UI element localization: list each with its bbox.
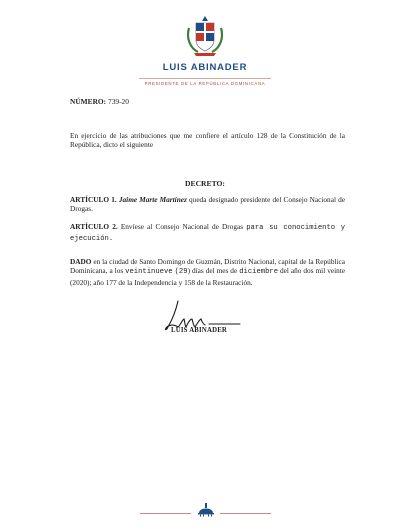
article-2-text: Envíese al Consejo Nacional de Drogas — [120, 222, 244, 231]
header-divider — [139, 78, 271, 79]
coat-of-arms-icon — [186, 14, 224, 58]
header-name: LUIS ABINADER — [162, 62, 248, 73]
dado-label: DADO — [70, 257, 92, 266]
palace-dome-icon — [195, 501, 217, 517]
article-1 — [70, 195, 345, 214]
decree-title: DECRETO: — [185, 179, 225, 188]
decree-number-label: NÚMERO: — [70, 97, 107, 106]
intro-paragraph: En ejercicio de las atribuciones que me confiere el artículo 128 de la Constitución de la República, dicto el siguiente — [70, 131, 345, 150]
dado-month: diciembre — [239, 268, 279, 277]
article-2-label: ARTÍCULO 2. — [70, 222, 118, 231]
article-2 — [70, 222, 345, 245]
signatory-name: LUIS ABINADER — [171, 327, 228, 334]
dado-text-3: del año dos mil veinte (2020); año 177 de la Independencia y 158 de la Restauración. — [70, 266, 346, 287]
dado-day-number: (29 — [174, 268, 188, 277]
footer-divider-right — [220, 513, 271, 514]
article-2-typed-text: para su conocimiento y ejecución. — [70, 224, 346, 244]
dado-text-2: ) días del mes de — [187, 266, 238, 276]
header-subtitle: PRESIDENTE DE LA REPÚBLICA DOMINICANA — [144, 81, 266, 86]
decree-number-value: 739-20 — [108, 97, 129, 106]
article-1-label: ARTÍCULO 1. — [70, 195, 117, 204]
dado-text-1: en la ciudad de Santo Domingo de Guzmán, Distrito Nacional, capital de la República Dominicana, a los — [70, 257, 345, 276]
footer-divider-left — [140, 513, 191, 514]
decree-number — [70, 97, 345, 106]
article-1-text: queda designado presidente del Consejo Nacional de Drogas. — [70, 195, 346, 214]
article-1-person: Jaime Marte Martínez — [118, 195, 187, 204]
dado-day-words: veintinueve — [125, 268, 173, 277]
dado-paragraph — [70, 257, 345, 287]
